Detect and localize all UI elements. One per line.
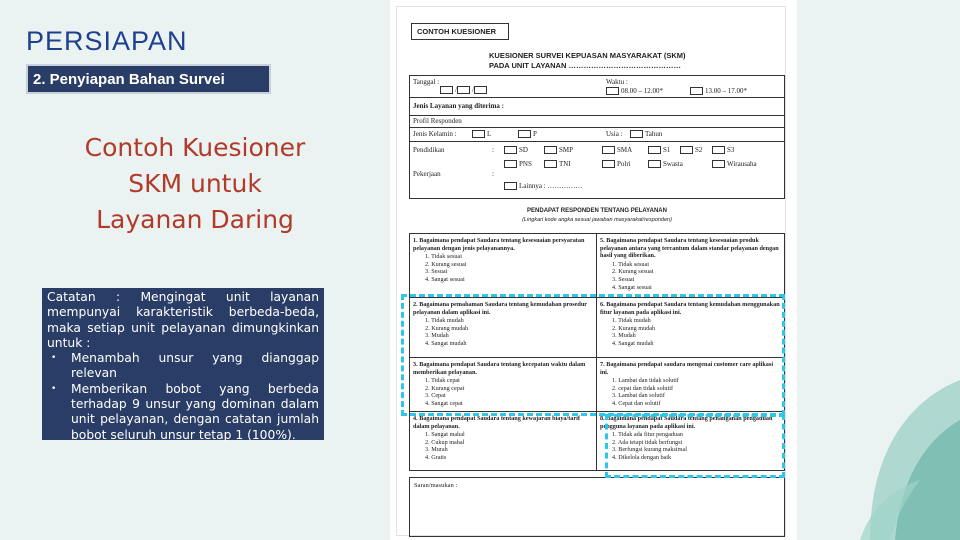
question-cell: 8. Bagaimana pendapat Saudara tentang penanganan pengaduan pengguna layanan pada aplikasi ini. 1. Tidak ada fitur pengaduan 2. Ada tetapi tidak berfungsi 3. Berfungsi kurang maksimal 4. Dikelola dengan baik bbox=[600, 415, 773, 461]
note-text bbox=[47, 290, 319, 443]
document-tag: CONTOH KUESIONER bbox=[411, 23, 509, 40]
note-intro: Catatan : Mengingat unit layanan mempunyai karakteristik berbeda-beda, maka setiap unit pelayanan dimungkinkan untuk : bbox=[47, 290, 319, 350]
note-bullet: • Menambah unsur yang dianggap relevan bbox=[51, 351, 319, 381]
heading-line: Layanan Daring bbox=[96, 205, 294, 234]
question-cell: 2. Bagaimana pemahaman Saudara tentang kemudahan prosedur pelayanan dalam aplikasi ini. 1. Tidak mudah 2. Kurang mudah 3. Mudah 4. Sangat mudah bbox=[410, 298, 597, 357]
highlight-box-questions-2-6-7 bbox=[401, 294, 785, 416]
form-row-profil: Profil Responden bbox=[410, 116, 784, 128]
form-row-jenis-layanan: Jenis Layanan yang diterima : bbox=[410, 98, 784, 116]
form-row-date-time: Tanggal : / / Waktu : 08.00 – 12.00* 13.00 – 17.00* bbox=[410, 76, 784, 98]
question-cell: 5. Bagaimana pendapat Saudara tentang kesesuaian produk pelayanan antara yang tercantum dalam standar pelayanan dengan hasil yang diberikan. 1. Tidak sesuai 2. Kurang sesuai 3. Sesuai 4. Sangat sesuai bbox=[600, 237, 779, 291]
question-cell: 4. Bagaimana pendapat Saudara tentang kewajaran biaya/tarif dalam pelayanan. 1. Sangat mahal 2. Cukup mahal 3. Murah 4. Gratis bbox=[410, 412, 597, 470]
bullet-icon: • bbox=[51, 383, 57, 394]
highlight-box-question-8 bbox=[605, 414, 785, 478]
note-bullet: • Memberikan bobot yang berbeda terhadap 9 unsur yang dominan dalam unit pelayanan, dengan catatan jumlah bobot seluruh unsur tetap 1 (100%). bbox=[51, 381, 319, 442]
form-row-pendidikan-pekerjaan: Pendidikan : SD SMP SMA S1 S2 S3 PNS TNI Polri Swasta Wirausaha Pekerjaan : Lainnya : …………… bbox=[413, 146, 757, 190]
heading-line: Contoh Kuesioner bbox=[84, 133, 306, 162]
pendapat-heading: PENDAPAT RESPONDEN TENTANG PELAYANAN (Lingkari kode angka sesuai jawaban masyarakat/responden) bbox=[522, 208, 672, 223]
question-cell: 1. Bagaimana pendapat Saudara tentang kesesuaian persyaratan pelayanan dengan jenis pelayanannya. 1. Tidak sesuai 2. Kurang sesuai 3. Sesuai 4. Sangat sesuai bbox=[410, 234, 597, 297]
saran-box: Saran/masukan : bbox=[409, 477, 785, 537]
leaf-decoration-icon bbox=[800, 360, 960, 540]
form-row-jk-usia: Jenis Kelamin : L P Usia : Tahun bbox=[410, 128, 784, 142]
bullet-icon: • bbox=[51, 353, 57, 364]
form-title: KUESIONER SURVEI KEPUASAN MASYARAKAT (SKM) PADA UNIT LAYANAN ……………………………………… bbox=[489, 51, 686, 70]
respondent-form bbox=[409, 75, 785, 199]
question-row bbox=[410, 234, 784, 298]
slide-title: PERSIAPAN bbox=[26, 26, 188, 56]
question-cell: 3. Bagaimana pendapat Saudara tentang kecepatan waktu dalam memberikan pelayanan. 1. Tidak cepat 2. Kurang cepat 3. Cepat 4. Sangat cepat bbox=[410, 358, 597, 411]
questionnaire-heading bbox=[40, 130, 350, 238]
question-cell: 6. Bagaimana pendapat Saudara tentang kemudahan menggunakan fitur layanan pada aplikasi ini. 1. Tidak mudah 2. Kurang mudah 3. Mudah 4. Sangat mudah bbox=[600, 301, 780, 347]
section-subtitle: 2. Penyiapan Bahan Survei bbox=[26, 64, 271, 94]
question-cell: 7. Bagaimana pendapat saudara mengenai customer care aplikasi ini. 1. Lambat dan tidak solutif 2. cepat dan tidak solutif 3. Lambat dan solutif 4. Cepat dan solutif bbox=[600, 361, 774, 407]
heading-line: SKM untuk bbox=[128, 169, 262, 198]
